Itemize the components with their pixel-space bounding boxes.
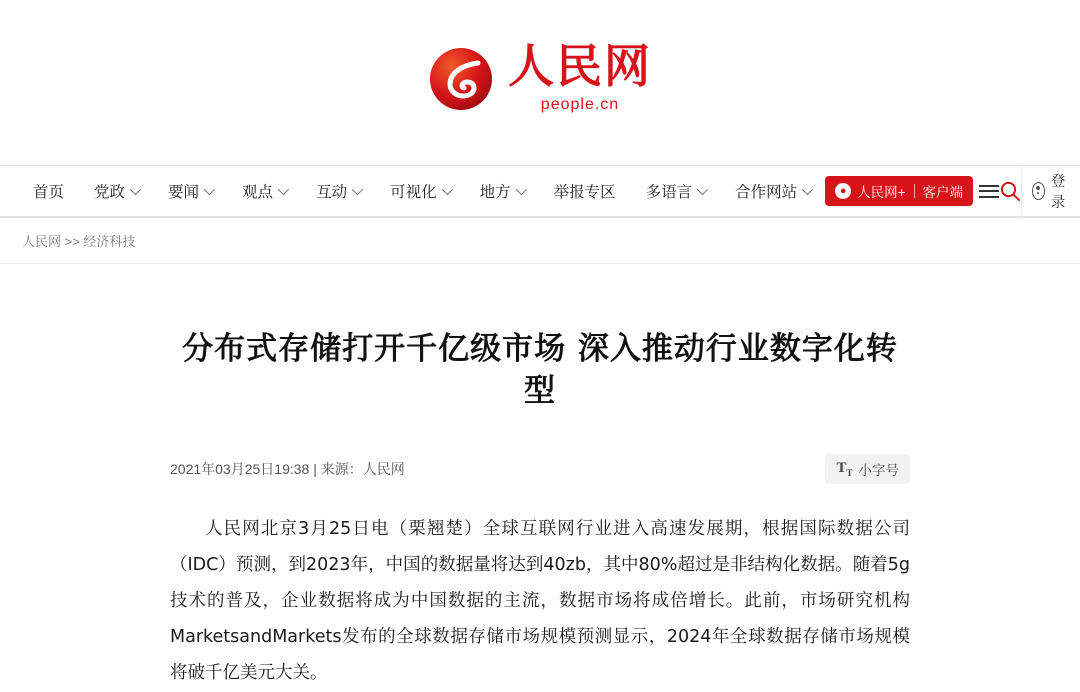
hamburger-icon[interactable] (979, 165, 999, 217)
user-icon (1032, 182, 1045, 200)
nav-item-label: 合作网站 (735, 184, 798, 201)
nav-item-interaction[interactable] (301, 180, 375, 202)
chevron-down-icon (441, 184, 452, 195)
page-title: 分布式存储打开千亿级市场 深入推动行业数字化转型 (182, 330, 898, 409)
nav-item-home[interactable] (18, 180, 79, 202)
logo-chinese-text: 人民网 (508, 39, 652, 93)
article-body (170, 512, 910, 691)
chevron-down-icon (204, 184, 215, 195)
login-button[interactable] (1021, 165, 1080, 217)
nav-item-visualization[interactable] (375, 180, 465, 202)
chevron-down-icon (515, 184, 526, 195)
site-logo[interactable] (428, 39, 652, 114)
font-size-button[interactable] (825, 454, 910, 484)
nav-item-label: 地方 (479, 184, 511, 201)
nav-item-label: 党政 (94, 184, 126, 201)
article-container (170, 264, 910, 692)
nav-item-party-government[interactable] (79, 180, 153, 202)
nav-item-label: 可视化 (390, 184, 437, 201)
chevron-down-icon (802, 184, 813, 195)
search-icon[interactable] (999, 165, 1021, 217)
chevron-down-icon (352, 184, 363, 195)
nav-item-partner-sites[interactable] (720, 180, 825, 202)
app-badge-brand: 人民网+ (857, 185, 906, 200)
app-badge-divider (914, 184, 915, 198)
app-badge-text: 客户端 (922, 185, 964, 200)
main-navigation (0, 166, 1080, 218)
app-download-button[interactable] (825, 176, 973, 206)
breadcrumb-text: 人民网 >> 经济科技 (22, 234, 136, 249)
chevron-down-icon (697, 184, 708, 195)
login-label: 登录 (1050, 174, 1066, 211)
chevron-down-icon (278, 184, 289, 195)
nav-item-multilingual[interactable] (631, 180, 721, 202)
nav-item-label: 要闻 (168, 184, 200, 201)
people-logo-icon (428, 46, 494, 112)
nav-item-report-zone[interactable] (539, 180, 631, 202)
people-app-icon: ● (835, 183, 851, 199)
article-meta: 2021年03月25日19:38 | 来源：人民网 (170, 461, 405, 478)
breadcrumb[interactable] (0, 218, 1080, 264)
font-size-label: 小字号 (858, 463, 899, 479)
font-size-icon: $T_T$ (836, 459, 853, 478)
article-paragraph: 人民网北京3月25日电（栗翘楚）全球互联网行业进入高速发展期，根据国际数据公司（IDC）预测，到2023年，中国的数据量将达到40zb，其中80%超过是非结构化数据。随着5g技术的普及，企业数据将成为中国数据的主流，数据市场将成倍增长。此前，市场研究机构MarketsandMarkets发布的全球数据存储市场规模预测显示，2024年全球数据存储市场规模将破千亿美元大关。 (170, 519, 910, 683)
nav-item-label: 举报专区 (553, 184, 616, 201)
nav-item-local[interactable] (465, 180, 539, 202)
logo-english-text: people.cn (540, 96, 620, 113)
nav-item-label: 首页 (33, 184, 65, 201)
nav-item-top-news[interactable] (153, 180, 227, 202)
article-meta-row (170, 454, 910, 484)
chevron-down-icon (130, 184, 141, 195)
nav-item-label: 观点 (242, 184, 274, 201)
site-header (0, 0, 1080, 166)
nav-item-opinion[interactable] (227, 180, 301, 202)
nav-item-label: 互动 (316, 184, 348, 201)
nav-item-label: 多语言 (645, 184, 693, 201)
